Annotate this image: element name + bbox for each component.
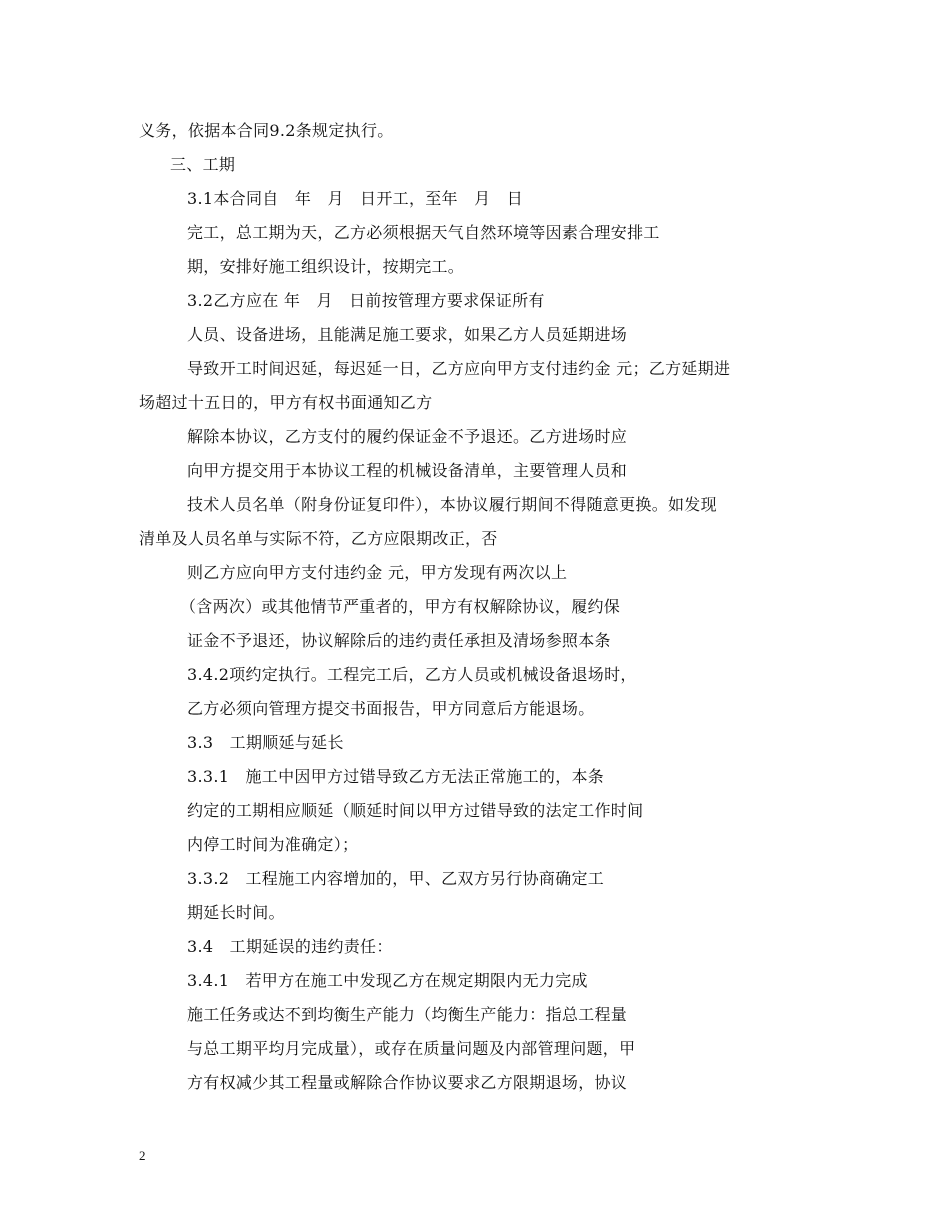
text-line-23: 3.3.2 工程施工内容增加的，甲、乙双方另行协商确定工 xyxy=(187,869,605,888)
text-line-21: 约定的工期相应顺延（顺延时间以甲方过错导致的法定工作时间 xyxy=(187,801,644,820)
text-line-9: 场超过十五日的，甲方有权书面通知乙方 xyxy=(139,393,433,412)
text-line-24: 期延长时间。 xyxy=(187,903,285,922)
text-line-14: 则乙方应向甲方支付违约金 元，甲方发现有两次以上 xyxy=(187,563,568,582)
text-line-17: 3.4.2项约定执行。工程完工后，乙方人员或机械设备退场时， xyxy=(187,665,637,684)
text-line-22: 内停工时间为准确定）； xyxy=(187,835,359,854)
subsection-heading-3-3: 3.3 工期顺延与延长 xyxy=(187,733,344,752)
text-line-27: 施工任务或达不到均衡生产能力（均衡生产能力：指总工程量 xyxy=(187,1005,628,1024)
text-line-13: 清单及人员名单与实际不符，乙方应限期改正，否 xyxy=(139,529,498,548)
text-line-15: （含两次）或其他情节严重者的，甲方有权解除协议，履约保 xyxy=(180,597,621,616)
text-line-6: 3.2乙方应在 年 月 日前按管理方要求保证所有 xyxy=(187,291,545,310)
text-line-8: 导致开工时间迟延，每迟延一日，乙方应向甲方支付违约金 元；乙方延期进 xyxy=(187,359,731,378)
text-line-3: 3.1本合同自 年 月 日开工，至年 月 日 xyxy=(187,189,524,208)
text-line-7: 人员、设备进场，且能满足施工要求，如果乙方人员延期进场 xyxy=(187,325,628,344)
text-line-29: 方有权减少其工程量或解除合作协议要求乙方限期退场，协议 xyxy=(187,1073,628,1092)
text-line-28: 与总工期平均月完成量），或存在质量问题及内部管理问题，甲 xyxy=(187,1039,636,1058)
text-line-1: 义务，依据本合同9.2条规定执行。 xyxy=(139,121,394,140)
section-heading-schedule: 三、工期 xyxy=(170,155,236,174)
text-line-4: 完工，总工期为天，乙方必须根据天气自然环境等因素合理安排工 xyxy=(187,223,660,242)
text-line-10: 解除本协议，乙方支付的履约保证金不予退还。乙方进场时应 xyxy=(187,427,628,446)
text-line-11: 向甲方提交用于本协议工程的机械设备清单，主要管理人员和 xyxy=(187,461,628,480)
text-line-26: 3.4.1 若甲方在施工中发现乙方在规定期限内无力完成 xyxy=(187,971,588,990)
page-number: 2 xyxy=(139,1148,146,1163)
text-line-12: 技术人员名单（附身份证复印件），本协议履行期间不得随意更换。如发现 xyxy=(187,495,717,514)
text-line-16: 证金不予退还，协议解除后的违约责任承担及清场参照本条 xyxy=(187,631,611,650)
text-line-5: 期，安排好施工组织设计，按期完工。 xyxy=(187,257,465,276)
subsection-heading-3-4: 3.4 工期延误的违约责任： xyxy=(187,937,393,956)
text-line-20: 3.3.1 施工中因甲方过错导致乙方无法正常施工的，本条 xyxy=(187,767,605,786)
text-line-18: 乙方必须向管理方提交书面报告，甲方同意后方能退场。 xyxy=(187,699,595,718)
